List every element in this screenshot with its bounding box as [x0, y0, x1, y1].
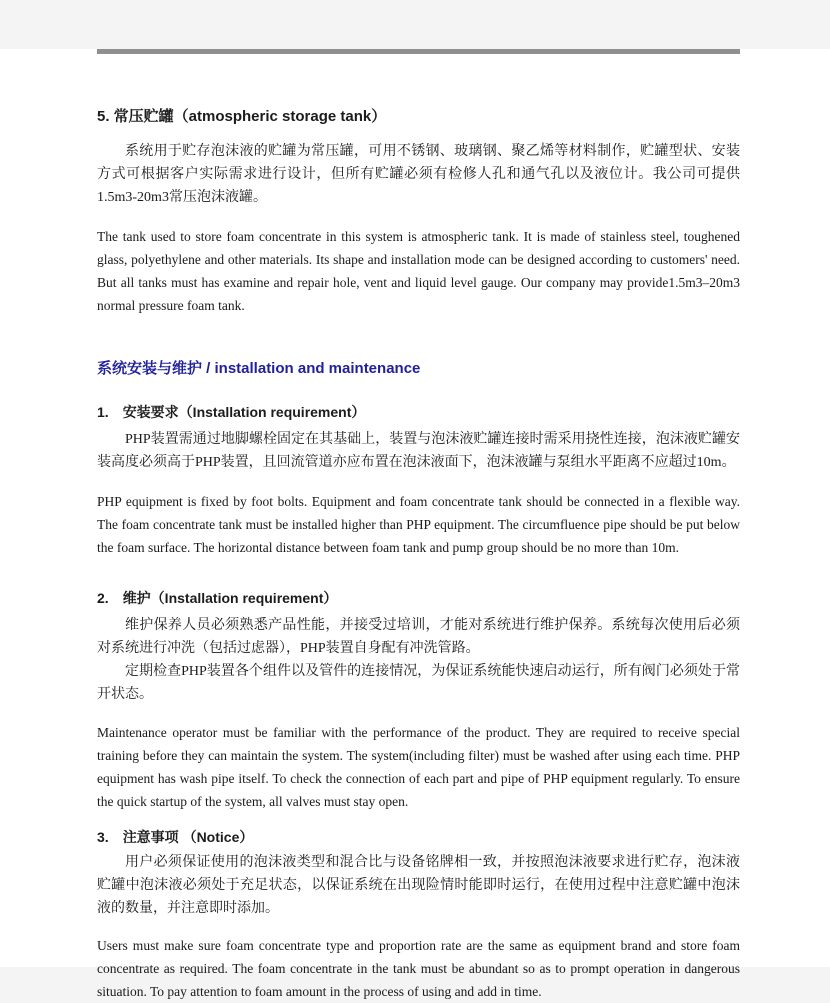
subsection-title: 维护（Installation requirement） [122, 590, 338, 606]
subsection-number: 1. [97, 404, 109, 420]
tank-paragraph-en: The tank used to store foam concentrate in this system is atmospheric tank. It is made of stainless steel, toughened glass, polyethylene and other materials. Its shape and installation mode can be designed according to customers' need. But all tanks must has examine and repair hole, vent and liquid level gauge. Our company may provide1.5m3–20m3 normal pressure foam tank. [97, 229, 740, 313]
subsection-paragraph-zh: 维护保养人员必须熟悉产品性能，并接受过培训，才能对系统进行维护保养。系统每次使用后必须对系统进行冲洗（包括过虑器），PHP装置自身配有冲洗管路。 [97, 618, 740, 656]
tank-section-heading: 5. 常压贮罐（atmospheric storage tank） [97, 108, 387, 125]
top-divider [97, 49, 740, 54]
tank-paragraph-zh: 系统用于贮存泡沫液的贮罐为常压罐，可用不锈钢、玻璃钢、聚乙烯等材料制作，贮罐型状、安装方式可根据客户实际需求进行设计，但所有贮罐必须有检修人孔和通气孔以及液位计。我公司可提供1.5m3-20m3常压泡沫液罐。 [97, 144, 740, 205]
subsection-title: 注意事项 （Notice） [122, 829, 254, 845]
subsection-heading [97, 589, 740, 608]
subsection-paragraph-zh: PHP装置需通过地脚螺栓固定在其基础上，装置与泡沫液贮罐连接时需采用挠性连接，泡沫液贮罐安装高度必须高于PHP装置，且回流管道亦应布置在泡沫液面下，泡沫液罐与泵组水平距离不应超过10m。 [97, 432, 740, 470]
subsection-maintenance [97, 589, 740, 813]
subsection-paragraph-en: Maintenance operator must be familiar with the performance of the product. They are required to receive special training before they can maintain the system. The system(including filter) must be washed after using each time. PHP equipment has wash pipe itself. To check the connection of each part and pipe of PHP equipment regularly. To ensure the quick startup of the system, all valves must stay open. [97, 725, 740, 809]
subsection-paragraph-en: PHP equipment is fixed by foot bolts. Equipment and foam concentrate tank should be connected in a flexible way. The foam concentrate tank must be installed higher than PHP equipment. The circumfluence pipe should be put below the foam surface. The horizontal distance between foam tank and pump group should be no more than 10m. [97, 494, 740, 555]
subsection-title: 安装要求（Installation requirement） [122, 404, 366, 420]
subsection-paragraph-en: Users must make sure foam concentrate type and proportion rate are the same as equipment brand and store foam concentrate as required. The foam concentrate in the tank must be abundant so as to prompt operation in dangerous situation. To pay attention to foam amount in the process of using and add in time. [97, 938, 740, 999]
subsection-installation-requirement [97, 403, 740, 559]
subsection-number: 3. [97, 829, 109, 845]
document-page [0, 49, 830, 999]
subsection-paragraph-zh: 定期检查PHP装置各个组件以及管件的连接情况，为保证系统能快速启动运行，所有阀门必须处于常开状态。 [97, 664, 740, 702]
maintenance-section-heading: 系统安装与维护 / installation and maintenance [97, 360, 421, 377]
subsection-heading [97, 403, 740, 422]
page-content [97, 107, 740, 1003]
subsection-heading [97, 828, 740, 847]
subsection-number: 2. [97, 590, 109, 606]
subsection-paragraph-zh: 用户必须保证使用的泡沫液类型和混合比与设备铭牌相一致，并按照泡沫液要求进行贮存，泡沫液贮罐中泡沫液必须处于充足状态，以保证系统在出现险情时能即时运行，在使用过程中注意贮罐中泡沫液的数量，并注意即时添加。 [97, 855, 740, 916]
subsection-notice [97, 828, 740, 1003]
